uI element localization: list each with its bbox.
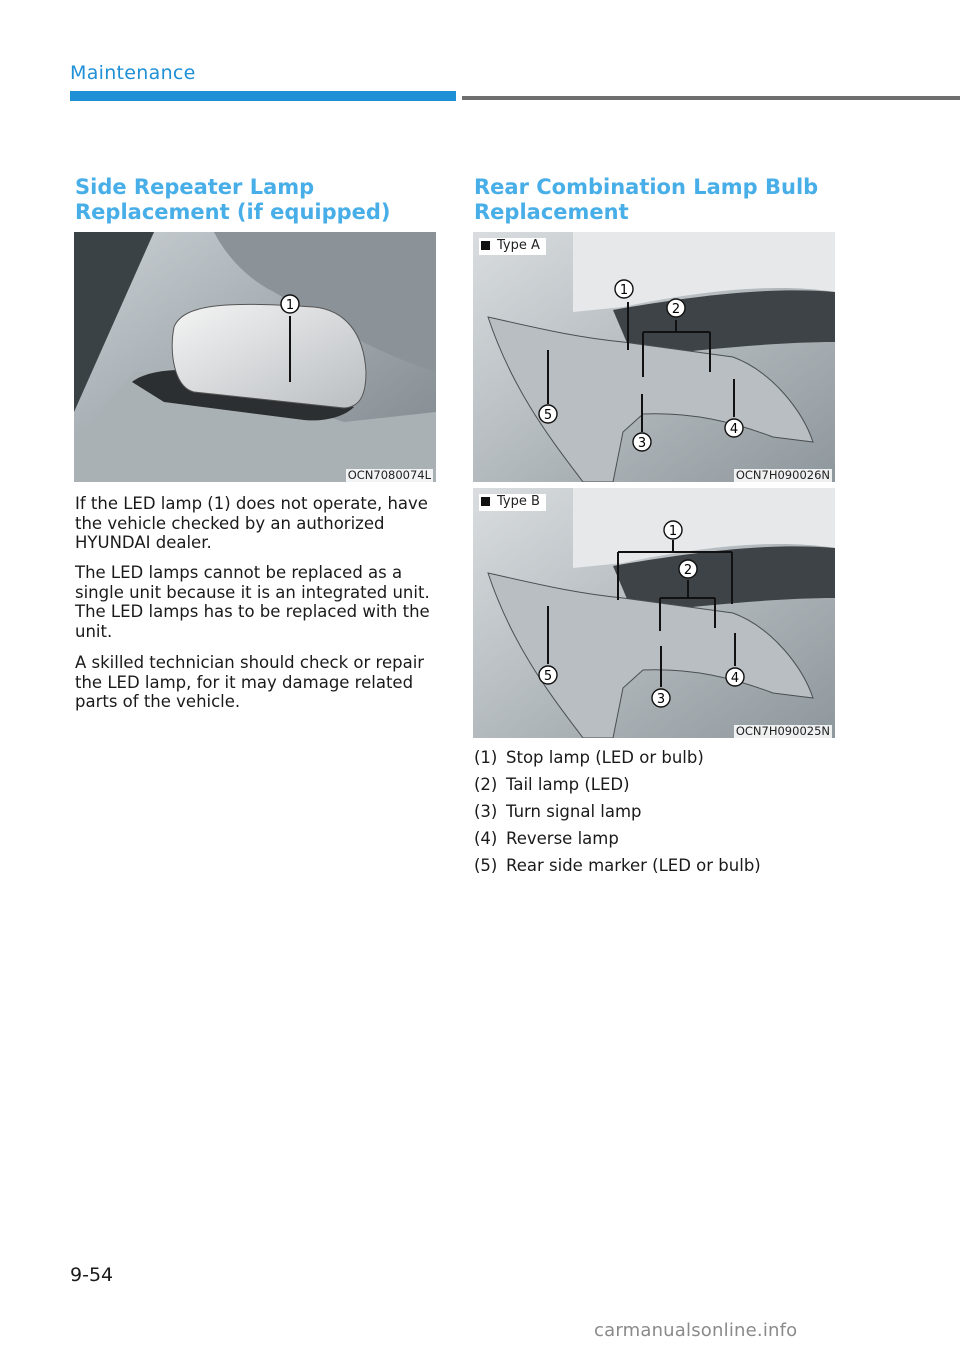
legend-text: Turn signal lamp (506, 802, 642, 821)
watermark: carmanualsonline.info (594, 1320, 798, 1341)
type-b-label (479, 494, 546, 511)
callout-1: 1 (668, 524, 678, 539)
legend-number: (4) (474, 829, 498, 848)
side-repeater-figure (74, 232, 436, 482)
paragraph: The LED lamps cannot be replaced as a single unit because it is an integrated unit. The LED lamps has to be replaced with the unit. (75, 563, 430, 641)
legend-item (474, 748, 854, 767)
legend-number: (2) (474, 775, 498, 794)
callout-3: 3 (637, 436, 647, 451)
legend-number: (3) (474, 802, 498, 821)
lamp-legend (474, 748, 854, 883)
legend-text: Tail lamp (LED) (506, 775, 630, 794)
callout-3: 3 (656, 692, 666, 707)
legend-item (474, 856, 854, 875)
rear-combination-heading: Rear Combination Lamp Bulb Replacement (474, 175, 819, 224)
type-label-text: Type A (497, 238, 540, 253)
paragraph: A skilled technician should check or repair the LED lamp, for it may damage related parts of the vehicle. (75, 653, 425, 711)
type-label-text: Type B (497, 494, 540, 509)
square-bullet-icon (481, 241, 490, 250)
callout-5: 5 (543, 408, 553, 423)
type-a-label (479, 238, 546, 255)
legend-item (474, 802, 854, 821)
callout-4: 4 (730, 671, 740, 686)
page-number: 9-54 (70, 1264, 114, 1286)
callout-5: 5 (543, 669, 553, 684)
paragraph: If the LED lamp (1) does not operate, have the vehicle checked by an authorized HYUNDAI dealer. (75, 494, 428, 552)
legend-text: Reverse lamp (506, 829, 619, 848)
callout-2: 2 (671, 302, 681, 317)
legend-text: Stop lamp (LED or bulb) (506, 748, 704, 767)
rear-lamp-figure-type-a (473, 232, 835, 482)
callout-1: 1 (285, 298, 295, 313)
legend-number: (5) (474, 856, 498, 875)
section-header: Maintenance (70, 62, 196, 84)
legend-text: Rear side marker (LED or bulb) (506, 856, 761, 875)
figure-code: OCN7080074L (347, 468, 431, 482)
header-rule (462, 96, 960, 100)
callout-1: 1 (619, 283, 629, 298)
legend-number: (1) (474, 748, 498, 767)
legend-item (474, 775, 854, 794)
side-repeater-heading: Side Repeater Lamp Replacement (if equipped) (75, 175, 391, 224)
callout-4: 4 (729, 422, 739, 437)
square-bullet-icon (481, 497, 490, 506)
header-rule-accent (70, 91, 456, 101)
figure-code: OCN7H090026N (735, 468, 830, 482)
legend-item (474, 829, 854, 848)
callout-2: 2 (683, 563, 693, 578)
figure-code: OCN7H090025N (735, 724, 830, 738)
rear-lamp-figure-type-b (473, 488, 835, 738)
